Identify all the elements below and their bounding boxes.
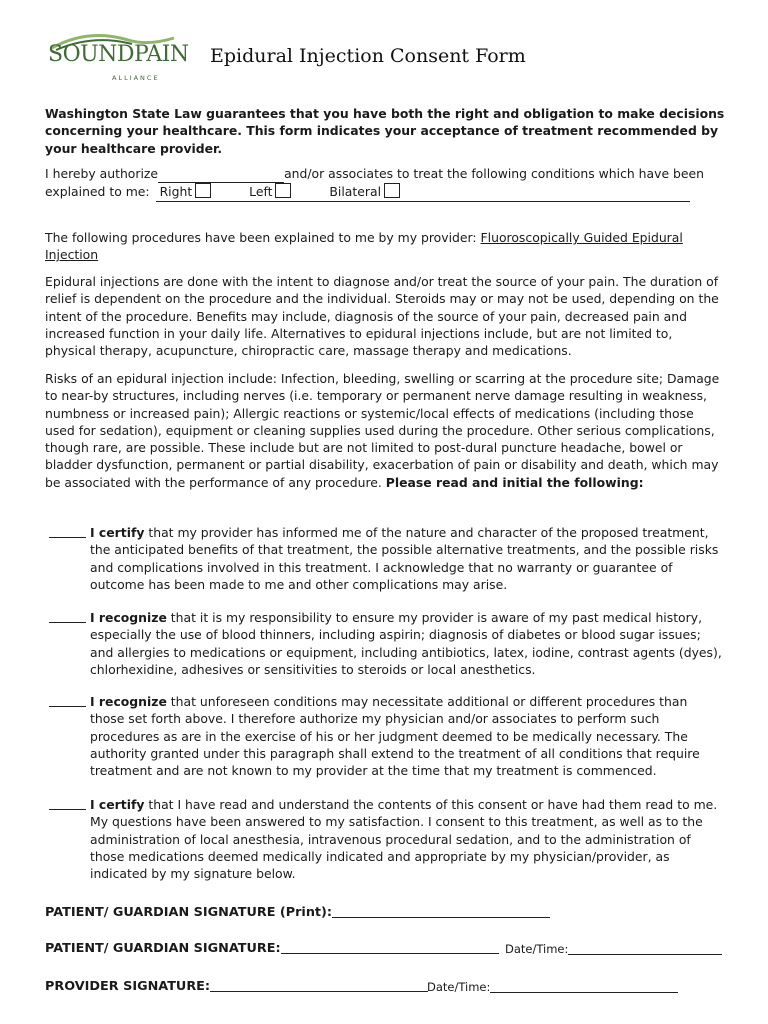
authorize-prefix: I hereby authorize <box>45 166 159 181</box>
page-title: Epidural Injection Consent Form <box>210 45 526 67</box>
certification-item <box>45 796 725 882</box>
certification-text: that unforeseen conditions may necessitate additional or different procedures than those set forth above. I therefore authorize my physician and/or associates to perform such procedures as are in the exercise of his or her judgment deemed to be medically necessary. The authority granted under this paragraph shall extend to the treatment of all conditions that require treatment and are not known to my provider at the time that my treatment is commenced. <box>90 694 700 779</box>
left-label: Left <box>249 184 273 200</box>
initial-field[interactable] <box>49 706 86 707</box>
provider-date-row <box>427 979 678 996</box>
patient-date-row <box>505 941 722 958</box>
logo-subtitle: ALLIANCE <box>112 74 160 82</box>
certification-text: that I have read and understand the contents of this consent or have had them read to me. My questions have been answered to my satisfaction. I consent to this treatment, as well as to the administration of local anesthesia, intravenous procedural sedation, and to the administration of those medications deemed medically indicated and appropriate by my physician/provider, as indicated by my signature below. <box>90 797 718 882</box>
provider-name-field[interactable] <box>158 165 284 183</box>
certification-text: that it is my responsibility to ensure my provider is aware of my past medical history, especially the use of blood thinners, including aspirin; diagnosis of diabetes or blood sugar issues; and allergies to medications or equipment, including antibiotics, latex, iodine, contrast agents (dyes), chlorhexidine, adhesives or sensitivities to steroids or local anesthetics. <box>90 610 722 677</box>
risks-paragraph <box>45 370 725 491</box>
initial-instruction: Please read and initial the following: <box>385 474 644 490</box>
certification-lead: I recognize <box>90 610 167 625</box>
bilateral-checkbox[interactable] <box>384 183 400 198</box>
provider-signature-row <box>45 978 428 995</box>
intro-paragraph: Washington State Law guarantees that you have both the right and obligation to make decisions concerning your healthcare. This form indicates your acceptance of treatment recommended by your healthcare provider. <box>45 106 725 156</box>
bilateral-label: Bilateral <box>329 184 382 200</box>
certification-item <box>45 524 725 593</box>
print-signature-row <box>45 904 550 921</box>
provider-signature-label: PROVIDER SIGNATURE: <box>45 979 211 994</box>
patient-signature-row <box>45 940 499 957</box>
initial-field[interactable] <box>49 809 86 810</box>
print-signature-field[interactable] <box>332 905 550 918</box>
soundpain-logo <box>48 30 189 82</box>
certification-lead: I recognize <box>90 694 167 709</box>
authorize-suffix: and/or associates to treat the following conditions which have been explained to me: <box>45 166 704 200</box>
print-signature-label: PATIENT/ GUARDIAN SIGNATURE (Print): <box>45 905 333 920</box>
provider-date-field[interactable] <box>490 980 678 993</box>
right-checkbox[interactable] <box>195 183 211 198</box>
authorize-section <box>45 165 725 202</box>
initial-field[interactable] <box>49 537 86 538</box>
provider-signature-field[interactable] <box>210 979 428 992</box>
initial-field[interactable] <box>49 622 86 623</box>
description-paragraph: Epidural injections are done with the intent to diagnose and/or treat the source of your pain. The duration of relief is dependent on the procedure and the individual. Steroids may or may not be used, depending on the intent of the procedure. Benefits may include, diagnosis of the source of your pain, decreased pain and increased function in your daily life. Alternatives to epidural injections include, but are not limited to, physical therapy, acupuncture, chiropractic care, massage therapy and medications. <box>45 274 719 359</box>
procedures-prefix: The following procedures have been explained to me by my provider: <box>45 230 477 245</box>
patient-date-field[interactable] <box>568 942 722 955</box>
patient-signature-field[interactable] <box>281 941 499 954</box>
certification-item <box>45 693 725 779</box>
date-label: Date/Time: <box>505 942 569 956</box>
right-label: Right <box>159 184 193 200</box>
date-label: Date/Time: <box>427 980 491 994</box>
left-checkbox[interactable] <box>275 183 291 198</box>
side-options <box>156 183 690 201</box>
certification-lead: I certify <box>90 525 145 540</box>
risks-text: Risks of an epidural injection include: Infection, bleeding, swelling or scarring at the procedure site; Damage to near-by structures, including nerves (i.e. temporary or permanent nerve damage resulting in weakness, numbness or increased pain); Allergic reactions or systemic/local effects of medications (including those used for sedation), equipment or cleaning supplies used during the procedure. Other serious complications, though rare, are possible. These include but are not limited to post-dural puncture headache, bowel or bladder dysfunction, permanent or partial disability, exacerbation of pain or disability and death, which may be associated with the performance of any procedure. <box>45 371 720 490</box>
logo-wordmark: SOUNDPAIN <box>48 42 189 67</box>
patient-signature-label: PATIENT/ GUARDIAN SIGNATURE: <box>45 941 281 956</box>
procedure-name: Fluoroscopically Guided Epidural Injection <box>45 230 683 263</box>
form-header <box>48 30 728 80</box>
certification-lead: I certify <box>90 797 145 812</box>
certification-item <box>45 609 725 678</box>
procedures-section <box>45 229 725 264</box>
certification-text: that my provider has informed me of the nature and character of the proposed treatment, the anticipated benefits of that treatment, the possible alternative treatments, and the possible risks and complications involved in this treatment. I acknowledge that no warranty or guarantee of outcome has been made to me and other complications may arise. <box>90 525 719 592</box>
